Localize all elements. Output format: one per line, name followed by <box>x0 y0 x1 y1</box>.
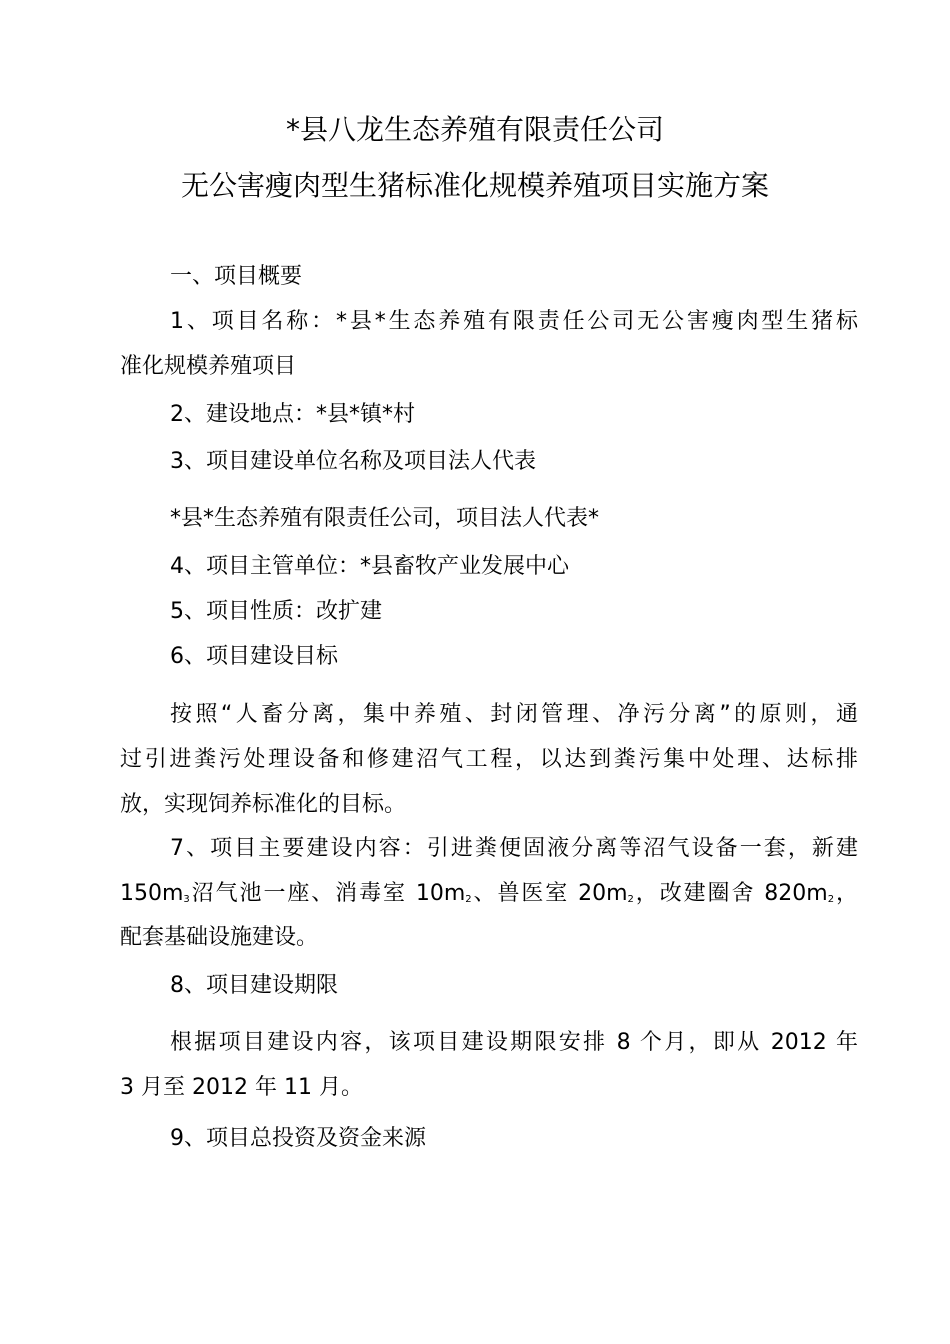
item-5-nature: 5、项目性质：改扩建 <box>170 599 382 624</box>
item-3-unit: 3、项目建设单位名称及项目法人代表 <box>170 449 536 474</box>
item-7-content-line-3: 配套基础设施建设。 <box>120 925 319 950</box>
item-8-paragraph-line-2: 3 月至 2012 年 11 月。 <box>120 1075 363 1100</box>
item-6-paragraph-line-3: 放，实现饲养标准化的目标。 <box>120 792 407 817</box>
item-1-project-name-cont: 准化规模养殖项目 <box>120 354 297 379</box>
item-4-supervisor: 4、项目主管单位：*县畜牧产业发展中心 <box>170 554 569 579</box>
item-1-project-name: 1、项目名称：*县*生态养殖有限责任公司无公害瘦肉型生猪标 <box>170 309 858 334</box>
item-9-investment: 9、项目总投资及资金来源 <box>170 1126 426 1151</box>
item-3-unit-detail: *县*生态养殖有限责任公司，项目法人代表* <box>170 506 600 531</box>
item-8-period: 8、项目建设期限 <box>170 973 338 998</box>
item-2-location: 2、建设地点：*县*镇*村 <box>170 402 415 427</box>
item-6-goal: 6、项目建设目标 <box>170 644 338 669</box>
item-6-paragraph-line-1: 按照“人畜分离，集中养殖、封闭管理、净污分离”的原则，通 <box>170 702 858 727</box>
item-7-content-line-2: $150m_3$沼气池一座、消毒室 $10m_2$、兽医室 $20m_2$，改建圈舍 $820m_2$， <box>120 881 858 906</box>
document-title-line-2: 无公害瘦肉型生猪标准化规模养殖项目实施方案 <box>180 169 769 202</box>
item-8-paragraph-line-1: 根据项目建设内容，该项目建设期限安排 8 个月，即从 2012 年 <box>170 1030 858 1055</box>
document-title-line-1: *县八龙生态养殖有限责任公司 <box>285 113 664 146</box>
item-6-paragraph-line-2: 过引进粪污处理设备和修建沼气工程，以达到粪污集中处理、达标排 <box>120 747 858 772</box>
item-7-content: 7、项目主要建设内容：引进粪便固液分离等沼气设备一套，新建 <box>170 836 858 861</box>
section-heading: 一、项目概要 <box>170 264 303 289</box>
